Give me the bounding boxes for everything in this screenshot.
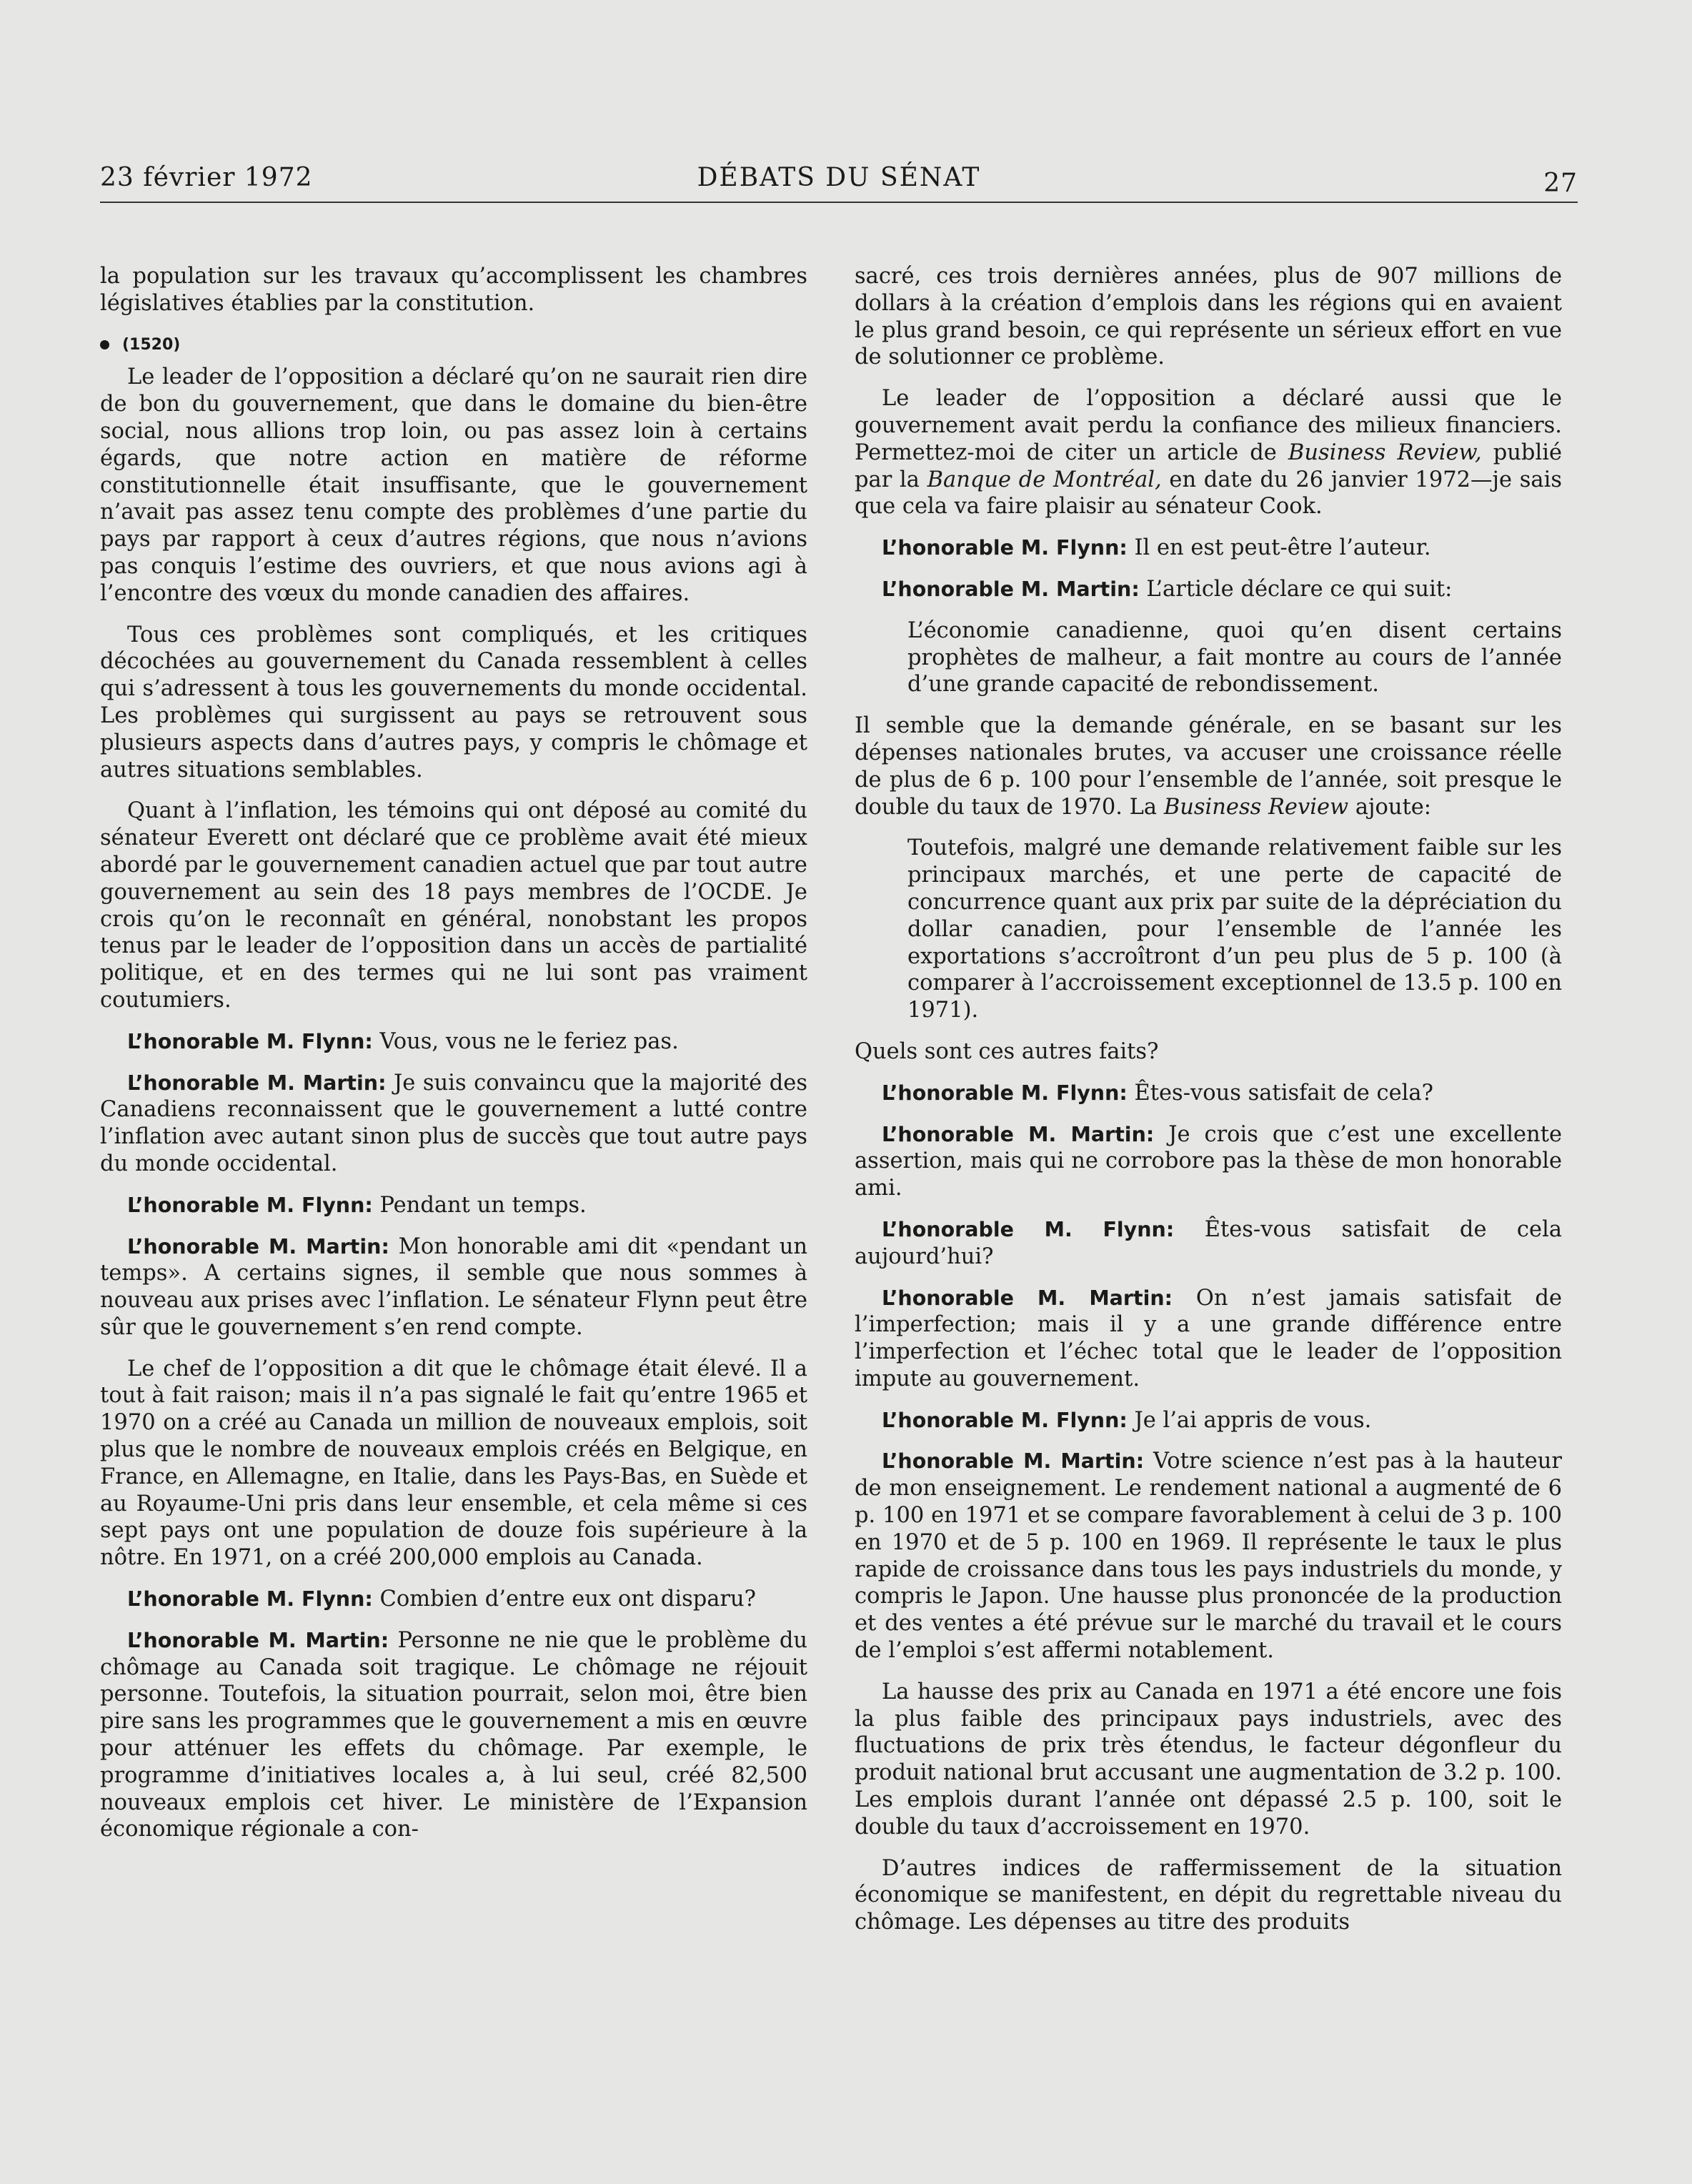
time-marker <box>100 332 807 359</box>
speaker-name: L’honorable M. Martin: <box>882 1122 1155 1146</box>
speech-text: Je crois que c’est une excellente assertion, mais qui ne corrobore pas la thèse de mon honorable ami. <box>855 1121 1563 1201</box>
speech <box>855 576 1562 603</box>
speech-text: Il en est peut-être l’auteur. <box>1134 535 1431 561</box>
publication-title: Business Review <box>1163 794 1349 820</box>
speech-text: On n’est jamais satisfait de l’imperfection; mais il y a une grande différence entre l’imperfection et l’échec total que le leader de l’opposition impute au gouvernement. <box>855 1285 1562 1391</box>
paragraph: Le chef de l’opposition a dit que le chômage était élevé. Il a tout à fait raison; mais il n’a pas signalé le fait qu’entre 1965 et 1970 on a créé au Canada un million de nouveaux emplois, soit plus que le nombre de nouveaux emplois créés en Belgique, en France, en Allemagne, en Italie, dans les Pays-Bas, en Suède et au Royaume-Uni pris dans leur ensemble, et cela même si ces sept pays ont une population de douze fois supérieure à la nôtre. En 1971, on a créé 200,000 emplois au Canada. <box>100 1356 807 1571</box>
text-run: publié par la <box>855 440 1563 492</box>
speech <box>855 1448 1562 1664</box>
speech-text: Vous, vous ne le feriez pas. <box>379 1028 679 1054</box>
block-quote: Toutefois, malgré une demande relativement faible sur les principaux marchés, et une perte de capacité de concurrence quant aux prix par suite de la dépréciation du dollar canadien, pour l’ensemble de l’année les exportations s’accroîtront d’un peu plus de 5 p. 100 (à comparer à l’accroissement exceptionnel de 13.5 p. 100 en 1971). <box>907 835 1562 1023</box>
speech <box>855 1407 1562 1434</box>
speech <box>855 1285 1562 1393</box>
speech <box>855 1216 1562 1271</box>
speaker-name: L’honorable M. Flynn: <box>882 1408 1128 1432</box>
speaker-name: L’honorable M. Flynn: <box>882 536 1128 560</box>
speaker-name: L’honorable M. Martin: <box>882 577 1140 601</box>
speaker-name: L’honorable M. Martin: <box>127 1628 389 1652</box>
text-run: ajoute: <box>1348 794 1432 820</box>
paragraph <box>855 713 1562 820</box>
bullet-icon <box>100 340 109 349</box>
speech-text: Je l’ai appris de vous. <box>1134 1407 1372 1433</box>
header-date: 23 février 1972 <box>100 163 313 192</box>
speaker-name: L’honorable M. Flynn: <box>882 1217 1175 1241</box>
speaker-name: L’honorable M. Martin: <box>127 1234 389 1259</box>
paragraph: la population sur les travaux qu’accomplissent les chambres législatives établies par la constitution. <box>100 264 807 316</box>
right-column <box>855 263 1562 1950</box>
paragraph <box>855 385 1562 520</box>
speech-text: Pendant un temps. <box>379 1192 587 1218</box>
speaker-name: L’honorable M. Flynn: <box>127 1193 373 1217</box>
speech <box>100 1028 807 1056</box>
speech <box>100 1234 807 1341</box>
speech-text: Mon honorable ami dit «pendant un temps». A certains signes, il semble que nous sommes à nouveau aux prises avec l’inflation. Le sénateur Flynn peut être sûr que le gouvernement s’en rend compte. <box>100 1234 808 1340</box>
page-header <box>100 163 1578 203</box>
paragraph: Le leader de l’opposition a déclaré qu’on ne saurait rien dire de bon du gouvernement, que dans le domaine du bien-être social, nous allions trop loin, ou pas assez loin à certains égards, que notre action en matière de réforme constitutionnelle était insuffisante, que le gouvernement n’avait pas assez tenu compte des problèmes d’une partie du pays par rapport à ceux d’autres régions, que nous n’avions pas conquis l’estime des ouvriers, et que nous avions agi à l’encontre des vœux du monde canadien des affaires. <box>100 364 807 606</box>
speech-text: Êtes-vous satisfait de cela aujourd’hui? <box>855 1216 1563 1269</box>
speaker-name: L’honorable M. Martin: <box>882 1286 1173 1310</box>
speech <box>855 535 1562 562</box>
speech <box>100 1192 807 1219</box>
speaker-name: L’honorable M. Flynn: <box>127 1029 373 1053</box>
paragraph: D’autres indices de raffermissement de la situation économique se manifestent, en dépit du regrettable niveau du chômage. Les dépenses au titre des produits <box>855 1855 1562 1935</box>
header-title: DÉBATS DU SÉNAT <box>697 163 981 192</box>
paragraph: sacré, ces trois dernières années, plus de 907 millions de dollars à la création d’emplois dans les régions qui en avaient le plus grand besoin, ce qui représente un sérieux effort en vue de solutionner ce problème. <box>855 264 1562 370</box>
speech-text: Votre science n’est pas à la hauteur de mon enseignement. Le rendement national a augmenté de 6 p. 100 en 1971 et se compare favorablement à celui de 3 p. 100 en 1970 et de 5 p. 100 en 1969. Il représente le taux le plus rapide de croissance dans tous les pays industriels du monde, y compris le Japon. Une hausse plus prononcée de la production et des ventes a été prévue sur le marché du travail et le cours de l’emploi s’est affermi notablement. <box>855 1449 1562 1664</box>
block-quote: L’économie canadienne, quoi qu’en disent certains prophètes de malheur, a fait montre au cours de l’année d’une grande capacité de rebondissement. <box>907 617 1562 698</box>
left-column <box>100 263 807 1857</box>
speaker-name: L’honorable M. Martin: <box>127 1071 387 1095</box>
time-marker-label: (1520) <box>122 335 181 354</box>
paragraph: La hausse des prix au Canada en 1971 a été encore une fois la plus faible des principaux pays industriels, avec des fluctuations de prix très étendus, le facteur dégonfleur du produit national brut accusant une augmentation de 3.2 p. 100. Les emplois durant l’année ont dépassé 2.5 p. 100, soit le double du taux d’accroissement en 1970. <box>855 1679 1562 1840</box>
speech-text: Personne ne nie que le problème du chômage au Canada soit tragique. Le chômage ne réjouit personne. Toutefois, la situation pourrait, selon moi, être bien pire sans les programmes que le gouvernement a mis en œuvre pour atténuer les effets du chômage. Par exemple, le programme d’initiatives locales a, à lui seul, créé 82,500 nouveaux emplois cet hiver. Le ministère de l’Expansion économique régionale a con- <box>100 1627 807 1842</box>
text-run: Il semble que la demande générale, en se basant sur les dépenses nationales brutes, va accuser une croissance réelle de plus de 6 p. 100 pour l’ensemble de l’année, soit presque le double du taux de 1970. La <box>855 713 1562 820</box>
paragraph: Quels sont ces autres faits? <box>855 1038 1159 1064</box>
paragraph: Quant à l’inflation, les témoins qui ont déposé au comité du sénateur Everett ont déclaré que ce problème avait été mieux abordé par le gouvernement canadien actuel que par tout autre gouvernement au sein des 18 pays membres de l’OCDE. Je crois qu’on le reconnaît en général, nonobstant les propos tenus par le leader de l’opposition dans un accès de partialité politique, et en des termes qui ne lui sont pas vraiment coutumiers. <box>100 798 807 1013</box>
speaker-name: L’honorable M. Flynn: <box>882 1081 1128 1105</box>
speech-text: L’article déclare ce qui suit: <box>1146 576 1453 602</box>
speech <box>100 1627 807 1843</box>
speaker-name: L’honorable M. Martin: <box>882 1449 1145 1474</box>
speech <box>855 1080 1562 1107</box>
publication-title: Business Review, <box>1288 440 1482 465</box>
speech-text: Combien d’entre eux ont disparu? <box>379 1587 757 1612</box>
speech-text: Je suis convaincu que la majorité des Canadiens reconnaissent que le gouvernement a lutté contre l’inflation avec autant sinon plus de succès que tout autre pays du monde occidental. <box>100 1070 807 1176</box>
speech <box>100 1586 807 1613</box>
text-run: Le leader de l’opposition a déclaré aussi que le gouvernement avait perdu la confiance des milieux financiers. Permettez-moi de citer un article de <box>855 386 1562 465</box>
speaker-name: L’honorable M. Flynn: <box>127 1587 373 1612</box>
page-number: 27 <box>1543 169 1578 198</box>
text-run: en date du 26 janvier 1972—je sais que cela va faire plaisir au sénateur Cook. <box>855 467 1562 520</box>
speech <box>855 1121 1562 1202</box>
speech-text: Êtes-vous satisfait de cela? <box>1134 1080 1433 1106</box>
paragraph: Tous ces problèmes sont compliqués, et les critiques décochées au gouvernement du Canada ressemblent à celles qui s’adressent à tous les gouvernements du monde occidental. Les problèmes qui surgissent au pays se retrouvent sous plusieurs aspects dans d’autres pays, y compris le chômage et autres situations semblables. <box>100 622 807 783</box>
speech <box>100 1070 807 1178</box>
publisher-name: Banque de Montréal, <box>927 467 1162 492</box>
